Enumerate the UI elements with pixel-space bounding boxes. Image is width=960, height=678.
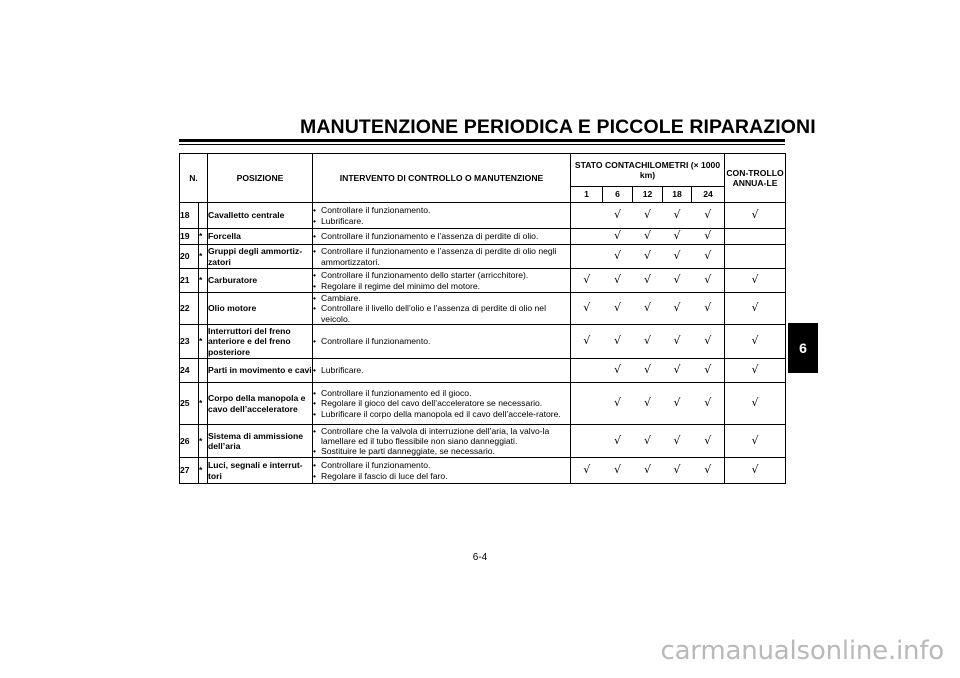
check-mark: √ [603,325,633,359]
check-mark [571,229,603,245]
row-asterisk: * [199,383,208,425]
action-item: • Lubrificare il corpo della manopola ed il cavo dell’accele-ratore. [313,409,570,419]
action-list [313,231,570,241]
action-list [313,426,570,457]
check-mark: √ [663,425,692,458]
table-body [180,203,786,484]
action-item: • Regolare il regime del minimo del motore. [313,281,570,291]
check-mark: √ [633,245,663,269]
action-list [313,246,570,267]
check-mark: √ [571,269,603,293]
row-position: Corpo della manopola e cavo dell’acceleratore [208,383,313,425]
row-number: 21 [180,269,199,293]
row-position: Sistema di ammissione dell’aria [208,425,313,458]
check-mark [571,425,603,458]
row-number: 19 [180,229,199,245]
col-header-n: N. [180,154,208,203]
table-row [180,359,786,383]
check-mark: √ [692,269,725,293]
row-intervention [313,325,571,359]
check-mark: √ [603,269,633,293]
row-number: 22 [180,293,199,325]
col-header-km-24: 24 [692,187,725,203]
action-item: • Controllare che la valvola di interruzione dell’aria, la valvo-la lamellare ed il tubo flessibile non siano danneggiati. [313,426,570,447]
annual-check [725,245,786,269]
row-intervention [313,203,571,229]
check-mark: √ [603,229,633,245]
page-number: 6-4 [472,552,488,563]
title-rule [179,139,785,142]
annual-check: √ [725,203,786,229]
check-mark: √ [603,458,633,484]
check-mark: √ [603,425,633,458]
row-asterisk: * [199,245,208,269]
action-list [313,365,570,375]
row-number: 18 [180,203,199,229]
check-mark: √ [663,458,692,484]
table-row [180,229,786,245]
action-item: • Regolare il fascio di luce del faro. [313,471,570,481]
action-list [313,205,570,226]
row-intervention [313,269,571,293]
action-item: • Controllare il funzionamento e l’assenza di perdite di olio. [313,231,570,241]
action-item: • Controllare il funzionamento. [313,336,570,346]
check-mark: √ [692,203,725,229]
col-header-km-1: 1 [571,187,603,203]
action-item: • Lubrificare. [313,216,570,226]
action-item: • Controllare il funzionamento dello starter (arricchitore). [313,270,570,280]
row-asterisk: * [199,269,208,293]
check-mark: √ [633,458,663,484]
check-mark: √ [603,245,633,269]
check-mark: √ [633,203,663,229]
row-asterisk: * [199,458,208,484]
check-mark: √ [692,359,725,383]
annual-check: √ [725,425,786,458]
action-item: • Sostituire le parti danneggiate, se necessario. [313,446,570,456]
col-header-km-12: 12 [633,187,663,203]
action-list [313,388,570,419]
row-position: Forcella [208,229,313,245]
row-intervention [313,383,571,425]
action-item: • Controllare il funzionamento e l’assenza di perdite di olio negli ammortizzatori. [313,246,570,267]
action-item: • Controllare il funzionamento. [313,460,570,470]
annual-check: √ [725,293,786,325]
table-row [180,269,786,293]
annual-check: √ [725,269,786,293]
check-mark: √ [663,269,692,293]
title-rule-thin [179,144,785,145]
annual-check [725,229,786,245]
annual-check: √ [725,458,786,484]
col-header-km-18: 18 [663,187,692,203]
row-intervention [313,293,571,325]
check-mark: √ [633,269,663,293]
table-row [180,383,786,425]
check-mark: √ [571,325,603,359]
check-mark: √ [663,229,692,245]
check-mark: √ [663,245,692,269]
row-asterisk: * [199,425,208,458]
table-row [180,325,786,359]
row-number: 26 [180,425,199,458]
check-mark: √ [692,245,725,269]
col-header-odometer: STATO CONTACHILOMETRI (× 1000 km) [571,154,725,187]
row-asterisk [199,293,208,325]
action-list [313,460,570,481]
col-header-intervention: INTERVENTO DI CONTROLLO O MANUTENZIONE [313,154,571,203]
row-asterisk [199,359,208,383]
check-mark: √ [663,293,692,325]
col-header-position: POSIZIONE [208,154,313,203]
row-intervention [313,245,571,269]
row-position: Luci, segnali e interrut-tori [208,458,313,484]
check-mark: √ [633,425,663,458]
check-mark: √ [663,359,692,383]
action-item: • Controllare il funzionamento ed il gioco. [313,388,570,398]
action-item: • Regolare il gioco del cavo dell’acceleratore se necessario. [313,398,570,408]
chapter-tab: 6 [788,323,818,373]
check-mark: √ [603,203,633,229]
row-position: Gruppi degli ammortiz-zatori [208,245,313,269]
row-position: Cavalletto centrale [208,203,313,229]
check-mark: √ [633,293,663,325]
action-item: • Lubrificare. [313,365,570,375]
row-intervention [313,458,571,484]
table-row [180,245,786,269]
col-header-annual: CON-TROLLO ANNUA-LE [725,154,786,203]
row-asterisk [199,203,208,229]
check-mark [571,245,603,269]
row-number: 20 [180,245,199,269]
check-mark: √ [571,458,603,484]
check-mark: √ [603,383,633,425]
row-intervention [313,425,571,458]
check-mark: √ [692,229,725,245]
table-row [180,425,786,458]
table-row [180,458,786,484]
action-item: • Controllare il funzionamento. [313,205,570,215]
annual-check: √ [725,359,786,383]
row-number: 23 [180,325,199,359]
watermark: carmanualsonline.info [660,636,944,666]
row-position: Carburatore [208,269,313,293]
action-list [313,293,570,324]
row-asterisk: * [199,325,208,359]
annual-check: √ [725,383,786,425]
row-position: Parti in movimento e cavi [208,359,313,383]
check-mark: √ [603,293,633,325]
check-mark: √ [692,425,725,458]
action-list [313,270,570,291]
row-asterisk: * [199,229,208,245]
check-mark: √ [633,325,663,359]
check-mark: √ [692,325,725,359]
col-header-km-6: 6 [603,187,633,203]
row-number: 25 [180,383,199,425]
check-mark: √ [603,359,633,383]
check-mark: √ [633,359,663,383]
check-mark [571,383,603,425]
row-position: Olio motore [208,293,313,325]
row-intervention [313,359,571,383]
row-number: 24 [180,359,199,383]
check-mark [571,359,603,383]
maintenance-table [179,153,786,484]
action-item: • Controllare il livello dell’olio e l’assenza di perdite di olio nel veicolo. [313,303,570,324]
annual-check: √ [725,325,786,359]
table-row [180,293,786,325]
check-mark: √ [692,293,725,325]
check-mark: √ [571,293,603,325]
check-mark: √ [633,383,663,425]
check-mark: √ [692,458,725,484]
page-title: MANUTENZIONE PERIODICA E PICCOLE RIPARAZIONI [300,116,816,138]
check-mark [571,203,603,229]
check-mark: √ [663,203,692,229]
action-item: • Cambiare. [313,293,570,303]
row-intervention [313,229,571,245]
check-mark: √ [663,383,692,425]
check-mark: √ [692,383,725,425]
action-list [313,336,570,346]
row-position: Interruttori del freno anteriore e del freno posteriore [208,325,313,359]
check-mark: √ [663,325,692,359]
row-number: 27 [180,458,199,484]
table-row [180,203,786,229]
check-mark: √ [633,229,663,245]
